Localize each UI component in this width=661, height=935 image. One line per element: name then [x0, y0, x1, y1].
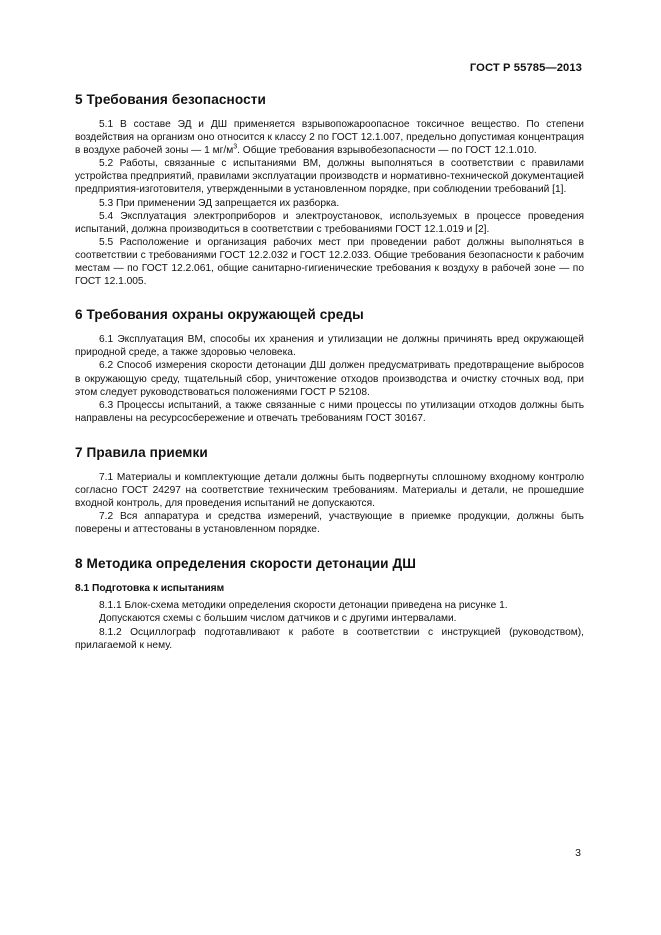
paragraph-6-3: 6.3 Процессы испытаний, а также связанные с ними процессы по утилизации отходов должны быть направлены на ресурсосбережение и отвечать требованиям ГОСТ 30167.: [75, 399, 584, 424]
paragraph-8-1-1-note: Допускаются схемы с большим числом датчиков и с другими интервалами.: [99, 613, 457, 625]
section-title: 8 Методика определения скорости детонации ДШ: [75, 556, 417, 572]
page-number: 3: [575, 847, 581, 859]
superscript: 3: [233, 143, 238, 151]
paragraph-5-5: 5.5 Расположение и организация рабочих мест при проведении работ должны выполняться в соответствии с требованиями ГОСТ 12.2.032 и ГОСТ 12.2.033. Общие требования безопасности к рабочим местам — по ГОСТ 12.2.061, общие санитарно-гигиенические требования к воздуху в рабочей зоне — по ГОСТ 12.1.005.: [75, 236, 584, 288]
section-title: 5 Требования безопасности: [75, 92, 266, 107]
paragraph-8-1-1: 8.1.1 Блок-схема методики определения скорости детонации приведена на рисунке 1.: [99, 600, 508, 612]
section-acceptance-rules: [75, 445, 584, 536]
section-safety-requirements: [75, 92, 584, 288]
paragraph-6-1: 6.1 Эксплуатация ВМ, способы их хранения и утилизации не должны причинять вред окружающей природной среде, а также здоровью человека.: [75, 334, 584, 359]
paragraph-8-1-2: 8.1.2 Осциллограф подготавливают к работе в соответствии с инструкцией (руководством), прилагаемой к нему.: [75, 626, 584, 651]
section-title: 6 Требования охраны окружающей среды: [75, 307, 364, 323]
paragraph-6-2: 6.2 Способ измерения скорости детонации ДШ должен предусматривать предотвращение выбросов в окружающую среду, тщательный сбор, уничтожение отходов производства и очистку сточных вод, при этом следует руководствоваться положениями ГОСТ Р 52108.: [75, 360, 584, 398]
standard-header: ГОСТ Р 55785—2013: [469, 62, 582, 74]
paragraph-5-4: 5.4 Эксплуатация электроприборов и электроустановок, используемых в процессе проведения испытаний, должна производиться в соответствии с требованиями ГОСТ 12.1.019 и [2].: [75, 210, 584, 235]
subsection-title: 8.1 Подготовка к испытаниям: [75, 583, 225, 595]
paragraph-7-1: 7.1 Материалы и комплектующие детали должны быть подвергнуты сплошному входному контролю согласно ГОСТ 24297 на соответствие техническим требованиям. Материалы и детали, не прошедшие входной контроль, для проведения испытаний не допускаются.: [75, 471, 584, 510]
paragraph-7-2: 7.2 Вся аппаратура и средства измерений, участвующие в приемке продукции, должны быть поверены и аттестованы в установленном порядке.: [75, 511, 584, 536]
paragraph-5-2: 5.2 Работы, связанные с испытаниями ВМ, должны выполняться в соответствии с правилами устройства предприятий, правилами эксплуатации производств и нормативно-технической документацией предприятия-изготовителя, утвержденными в установленном порядке, при соблюдении требований [1].: [75, 158, 584, 196]
paragraph-5-1: 5.1 В составе ЭД и ДШ применяется взрывопожароопасное токсичное вещество. По степени воздействия на организм оно относится к классу 2 по ГОСТ 12.1.007, предельно допустимая концентрация в воздухе рабочей зоны — 1 $мг/м^3$. Общие требования взрывобезопасности — по ГОСТ 12.1.010.: [75, 119, 584, 157]
page-content: [75, 92, 584, 672]
section-environmental-requirements: [75, 307, 584, 425]
paragraph-5-3: 5.3 При применении ЭД запрещается их разборка.: [99, 197, 340, 209]
section-title: 7 Правила приемки: [75, 444, 208, 460]
section-detonation-method: [75, 556, 584, 651]
